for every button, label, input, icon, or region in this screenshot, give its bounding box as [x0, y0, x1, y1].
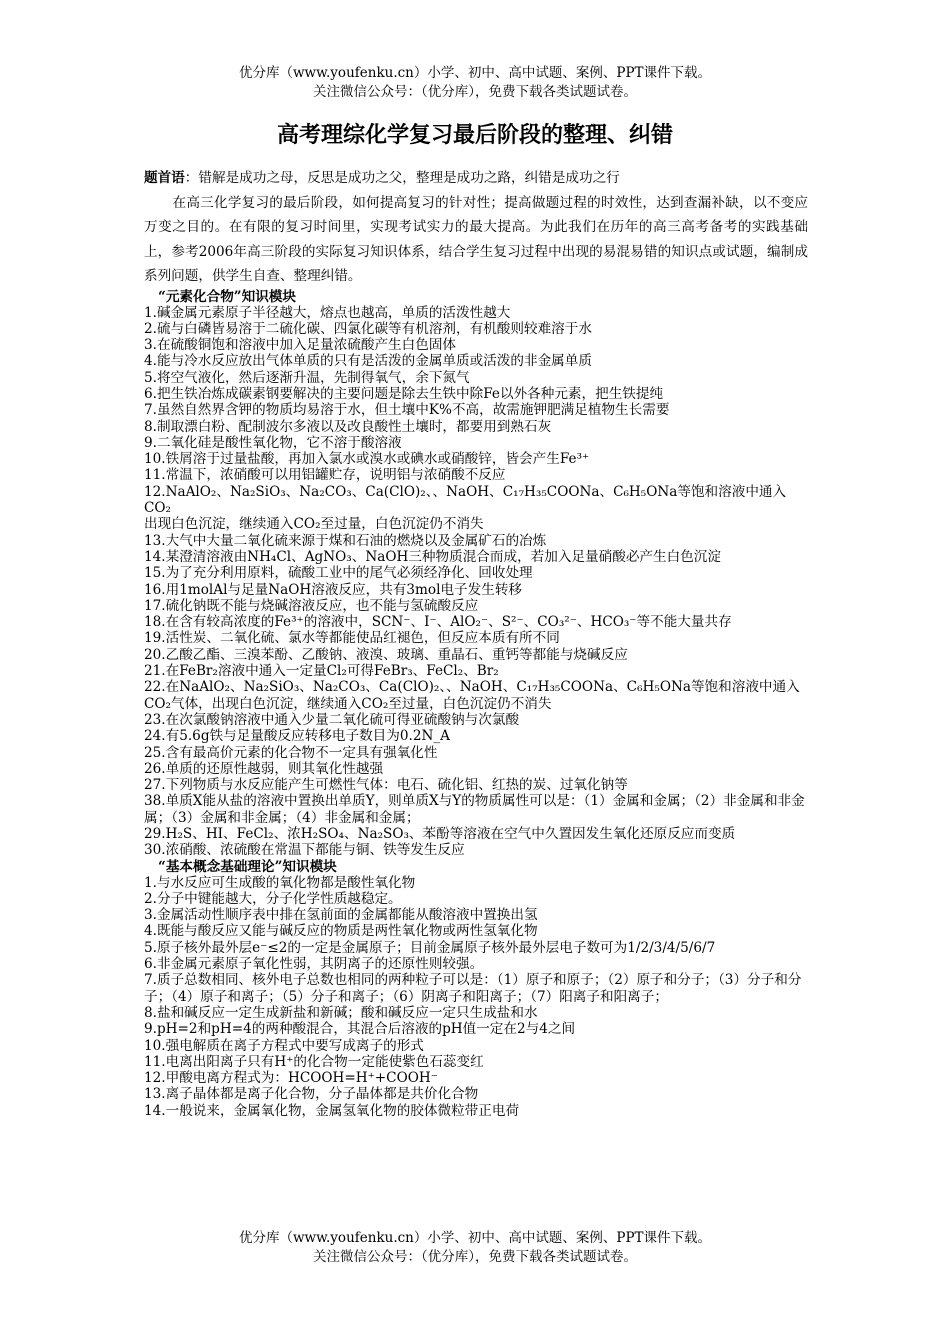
- header-line-1: 优分库（www.youfenku.cn）小学、初中、高中试题、案例、PPT课件下载。: [238, 65, 712, 81]
- list-item: 18.在含有较高浓度的Fe³⁺的溶液中，SCN⁻、I⁻、AlO₂⁻、S²⁻、CO₃²⁻、HCO₃⁻等不能大量共存: [144, 614, 732, 631]
- list-item: 16.用1molAl与足量NaOH溶液反应，共有3mol电子发生转移: [144, 581, 523, 598]
- list-item: 7.虽然自然界含钾的物质均易溶于水，但土壤中K%不高，故需施钾肥满足植物生长需要: [144, 402, 670, 419]
- list-item: 9.pH=2和pH=4的两种酸混合，其混合后溶液的pH值一定在2与4之间: [144, 1021, 576, 1038]
- list-item: 1.与水反应可生成酸的氧化物都是酸性氧化物: [144, 874, 416, 891]
- list-item: 4.既能与酸反应又能与碱反应的物质是两性氧化物或两性氢氧化物: [144, 923, 538, 940]
- list-item: 10.铁屑溶于过量盐酸，再加入氯水或溴水或碘水或硝酸锌，皆会产生Fe³⁺: [144, 451, 590, 468]
- list-item: 6.把生铁冶炼成碳素钢要解决的主要问题是除去生铁中除Fe以外各种元素，把生铁提纯: [144, 385, 664, 402]
- motto: [144, 166, 808, 191]
- list-item: 14.一般说来，金属氧化物，金属氢氧化物的胶体微粒带正电荷: [144, 1102, 520, 1119]
- list-item: 9.二氧化硅是酸性氧化物，它不溶于酸溶液: [144, 434, 402, 451]
- list-item: 26.单质的还原性越弱，则其氧化性越强: [144, 760, 384, 777]
- list-item: 15.为了充分利用原料，硫酸工业中的尾气必须经净化、回收处理: [144, 565, 533, 582]
- list-item: 27.下列物质与水反应能产生可燃性气体：电石、硫化铝、红热的炭、过氧化钠等: [144, 777, 628, 794]
- list-item: 38.单质X能从盐的溶液中置换出单质Y，则单质X与Y的物质属性可以是：（1）金属和金属；（2）非金属和非金属；（3）金属和非金属；（4）非金属和金属；: [144, 793, 805, 826]
- list-item: 7.质子总数相同、核外电子总数也相同的两种粒子可以是：（1）原子和原子；（2）原子和分子；（3）分子和分子；（4）原子和离子；（5）分子和离子；（6）阴离子和阳离子；（7）阳离子和阳离子；: [144, 972, 802, 1005]
- list-item: 12.NaAlO₂、Na₂SiO₃、Na₂CO₃、Ca(ClO)₂、、NaOH、C₁₇H₃₅COONa、C₆H₅ONa等饱和溶液中通入CO₂: [144, 483, 787, 517]
- list-item: 12.甲酸电离方程式为：HCOOH=H⁺+COOH⁻: [144, 1070, 438, 1087]
- list-item: 5.将空气液化，然后逐渐升温，先制得氧气，余下氮气: [144, 369, 470, 386]
- list-item: 3.在硫酸铜饱和溶液中加入足量浓硫酸产生白色固体: [144, 337, 457, 354]
- list-item: 11.常温下，浓硝酸可以用铝罐贮存，说明铝与浓硝酸不反应: [144, 467, 506, 484]
- list-item: 出现白色沉淀，继续通入CO₂至过量，白色沉淀仍不消失: [144, 516, 484, 533]
- list-item: 3.金属活动性顺序表中排在氢前面的金属都能从酸溶液中置换出氢: [144, 907, 538, 924]
- intro-paragraph: 在高三化学复习的最后阶段，如何提高复习的针对性；提高做题过程的时效性，达到查漏补缺，以不变应万变之目的。在有限的复习时间里，实现考试实力的最大提高。为此我们在历年的高三高考备考的实践基础上，参考2006年高三阶段的实际复习知识体系，结合学生复习过程中出现的易混易错的知识点或试题，编制成系列问题，供学生自查、整理纠错。: [144, 194, 808, 284]
- footer-line-2: 关注微信公众号：（优分库），免费下载各类试题试卷。: [313, 1249, 637, 1265]
- header-line-2: 关注微信公众号：（优分库），免费下载各类试题试卷。: [313, 84, 637, 100]
- list-item: 2.分子中键能越大，分子化学性质越稳定。: [144, 890, 402, 907]
- list-item: 11.电离出阳离子只有H⁺的化合物一定能使紫色石蕊变红: [144, 1053, 484, 1070]
- motto-text: ：错解是成功之母，反思是成功之父，整理是成功之路，纠错是成功之行: [184, 170, 620, 186]
- list-item: 4.能与冷水反应放出气体单质的只有是活泼的金属单质或活泼的非金属单质: [144, 353, 592, 370]
- document-body: [144, 166, 808, 1119]
- footer-line-1: 优分库（www.youfenku.cn）小学、初中、高中试题、案例、PPT课件下载。: [238, 1230, 712, 1246]
- list-item: 20.乙酸乙酯、三溴苯酚、乙酸钠、液溴、玻璃、重晶石、重钙等都能与烧碱反应: [144, 646, 628, 663]
- section-heading-concepts: “基本概念基础理论”知识模块: [158, 858, 337, 875]
- list-item: 30.浓硝酸、浓硫酸在常温下都能与铜、铁等发生反应: [144, 842, 465, 859]
- list-item: 24.有5.6g铁与足量酸反应转移电子数目为0.2N_A: [144, 728, 450, 745]
- section-heading-elements: “元素化合物”知识模块: [158, 288, 296, 305]
- document-title: 高考理综化学复习最后阶段的整理、纠错: [276, 123, 673, 148]
- list-item: 23.在次氯酸钠溶液中通入少量二氧化硫可得亚硫酸钠与次氯酸: [144, 711, 520, 728]
- page-header: [0, 64, 950, 102]
- element-compounds-list: [144, 305, 808, 859]
- list-item: 5.原子核外最外层e⁻≤2的一定是金属原子；目前金属原子核外最外层电子数可为1/2/3/4/5/6/7: [144, 939, 716, 956]
- motto-label: 题首语: [144, 170, 185, 186]
- list-item: 25.含有最高价元素的化合物不一定具有强氧化性: [144, 744, 438, 761]
- list-item: 6.非金属元素原子氧化性弱，其阴离子的还原性则较强。: [144, 956, 484, 973]
- list-item: 22.在NaAlO₂、Na₂SiO₃、Na₂CO₃、Ca(ClO)₂、、NaOH、C₁₇H₃₅COONa、C₆H₅ONa等饱和溶液中通入CO₂气体，出现白色沉淀，继续通入CO₂至过量，白色沉淀仍不消失: [144, 679, 800, 712]
- list-item: 21.在FeBr₂溶液中通入一定量Cl₂可得FeBr₃、FeCl₂、Br₂: [144, 663, 499, 680]
- list-item: 13.离子晶体都是离子化合物，分子晶体都是共价化合物: [144, 1086, 479, 1103]
- list-item: 14.某澄清溶液由NH₄Cl、AgNO₃、NaOH三种物质混合而成，若加入足量硝酸必产生白色沉淀: [144, 548, 721, 565]
- page-footer: [0, 1229, 950, 1267]
- list-item: 17.硫化钠既不能与烧碱溶液反应，也不能与氢硫酸反应: [144, 597, 479, 614]
- basic-concepts-list: [144, 875, 808, 1119]
- list-item: 8.制取漂白粉、配制波尔多液以及改良酸性土壤时，都要用到熟石灰: [144, 418, 552, 435]
- list-item: 29.H₂S、HI、FeCl₂、浓H₂SO₄、Na₂SO₃、苯酚等溶液在空气中久置因发生氧化还原反应而变质: [144, 826, 736, 842]
- list-item: 19.活性炭、二氧化硫、氯水等都能使品红褪色，但反应本质有所不同: [144, 630, 560, 647]
- list-item: 1.碱金属元素原子半径越大，熔点也越高，单质的活泼性越大: [144, 304, 511, 321]
- list-item: 2.硫与白磷皆易溶于二硫化碳、四氯化碳等有机溶剂，有机酸则较难溶于水: [144, 320, 592, 337]
- list-item: 10.强电解质在离子方程式中要写成离子的形式: [144, 1037, 424, 1054]
- intro: [144, 166, 808, 289]
- list-item: 8.盐和碱反应一定生成新盐和新碱；酸和碱反应一定只生成盐和水: [144, 1004, 538, 1021]
- list-item: 13.大气中大量二氧化硫来源于煤和石油的燃烧以及金属矿石的冶炼: [144, 532, 547, 549]
